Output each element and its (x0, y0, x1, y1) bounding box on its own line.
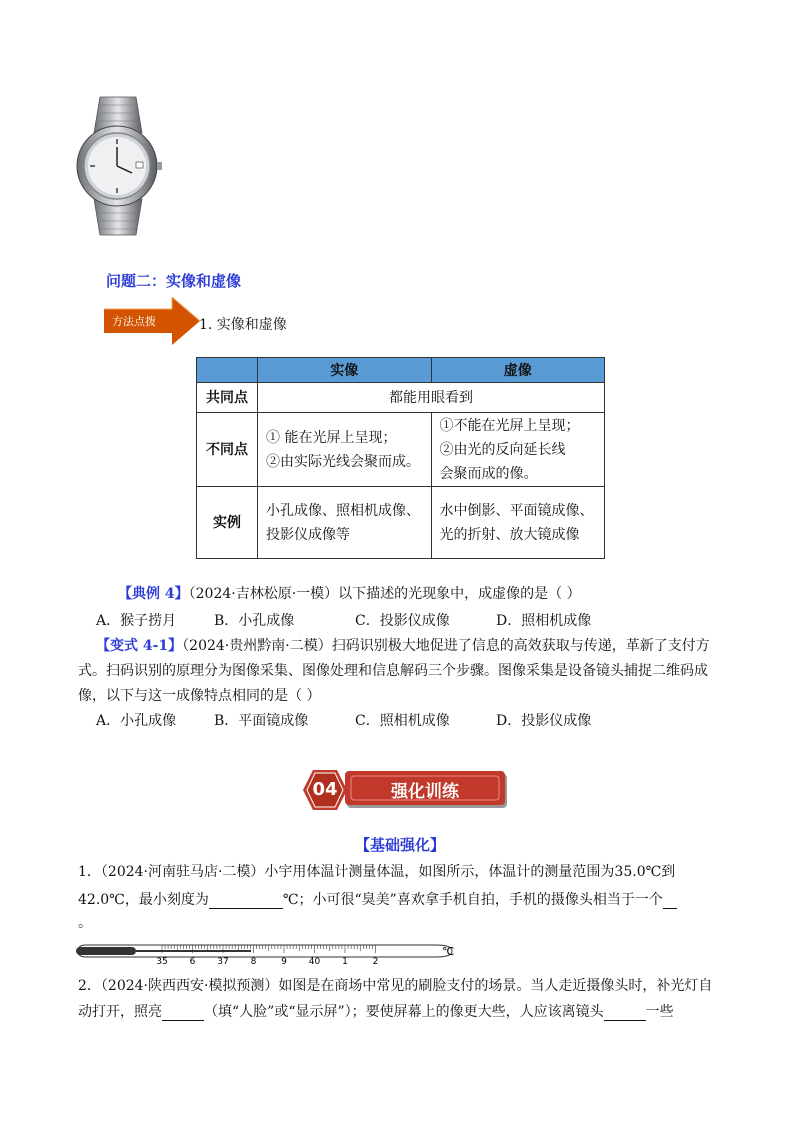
option-d: D．投影仪成像 (496, 713, 592, 729)
table-header-cell (197, 358, 258, 383)
table-cell (258, 413, 432, 487)
scale-label: 9 (281, 957, 287, 967)
option-a: A．小孔成像 (96, 713, 177, 729)
question-2-line1: 2．（2024·陕西西安·模拟预测）如图是在商场中常见的刷脸支付的场景。当人走近摄像头时，补光灯自 (78, 978, 713, 994)
question-1-text-b: ℃；小可很“臭美”喜欢拿手机自拍，手机的摄像头相当于一个 (282, 892, 663, 908)
cell-line: ②由实际光线会聚而成。 (266, 453, 420, 470)
banner-title: 强化训练 (391, 782, 459, 802)
question-1-line2 (78, 889, 677, 909)
scale-label: 6 (189, 957, 196, 967)
question-2-text-b: （填“人脸”或“显示屏”）；要使屏幕上的像更大些，人应该离镜头 (204, 1004, 604, 1020)
question-2-text-a: 动打开，照亮 (78, 1004, 162, 1020)
cell-line: 小孔成像、照相机成像、 (266, 502, 420, 519)
scale-label: 1 (342, 957, 348, 967)
table-header-cell: 实像 (258, 358, 432, 383)
table-row (197, 413, 605, 487)
scale-label: 37 (217, 957, 229, 967)
question-2-text-c: 一些 (645, 1004, 674, 1020)
question-2-line2 (78, 1001, 674, 1021)
table-cell: 都能用眼看到 (258, 383, 605, 413)
table-row (197, 383, 605, 413)
example-4-stem (118, 583, 581, 603)
section-banner (285, 768, 510, 812)
cell-line: 光的折射、放大镜成像 (439, 526, 580, 543)
question-1-line1: 1．（2024·河南驻马店·二模）小宇用体温计测量体温，如图所示，体温计的测量范围为35.0℃到 (78, 864, 676, 880)
table-row (197, 487, 605, 559)
row-header: 不同点 (197, 413, 258, 487)
answer-blank[interactable] (162, 1006, 204, 1021)
cell-line: ①不能在光屏上呈现； (439, 417, 580, 434)
section-title: 问题二：实像和虚像 (106, 272, 242, 290)
subsection-heading: 【基础强化】 (354, 836, 445, 854)
variant-4-1-line1 (96, 635, 710, 655)
option-b: B．小孔成像 (214, 613, 295, 629)
table-cell (258, 487, 432, 559)
question-1-line3: 。 (78, 915, 92, 931)
cell-line: 投影仪成像等 (266, 526, 350, 543)
scale-label: 8 (250, 957, 257, 967)
example-4-tag: 【典例 4】 (118, 586, 189, 602)
option-d: D．照相机成像 (496, 613, 592, 629)
question-1-text-a: 42.0℃，最小刻度为 (78, 892, 209, 908)
cell-line: 水中倒影、平面镜成像、 (439, 502, 594, 519)
example-4-text: （2024·吉林松原·一模）以下描述的光现象中，成虚像的是（ ） (188, 586, 581, 602)
thermometer-unit: ℃ (442, 945, 455, 958)
answer-blank[interactable] (663, 894, 677, 909)
comparison-table (196, 357, 605, 559)
cell-line: 会聚而成的像。 (439, 465, 538, 482)
table-header-cell: 虚像 (431, 358, 605, 383)
variant-4-1-text: （2024·贵州黔南·二模）扫码识别极大地促进了信息的高效获取与传递，革新了支付方 (182, 638, 710, 654)
table-header-row (197, 358, 605, 383)
scale-label: 2 (372, 957, 379, 967)
table-cell (431, 413, 605, 487)
table-cell (431, 487, 605, 559)
method-badge-label: 方法点拨 (112, 315, 156, 328)
answer-blank[interactable] (209, 894, 283, 909)
row-header: 共同点 (197, 383, 258, 413)
banner-number: 04 (312, 779, 338, 800)
option-c: C．照相机成像 (355, 713, 450, 729)
option-c: C．投影仪成像 (355, 613, 450, 629)
option-b: B．平面镜成像 (214, 713, 309, 729)
thermometer-figure (76, 935, 461, 967)
row-header: 实例 (197, 487, 258, 559)
scale-label: 40 (308, 957, 321, 967)
cell-line: ②由光的反向延长线 (439, 441, 566, 458)
answer-blank[interactable] (604, 1006, 646, 1021)
variant-4-1-tag: 【变式 4-1】 (96, 638, 183, 654)
variant-4-1-line2: 式。扫码识别的原理分为图像采集、图像处理和信息解码三个步骤。图像采集是设备镜头捕捉二维码成 (78, 663, 708, 679)
variant-4-1-line3: 像，以下与这一成像特点相同的是（ ） (78, 688, 321, 704)
cell-line: ① 能在光屏上呈现； (266, 429, 397, 446)
scale-label: 35 (156, 957, 168, 967)
wristwatch-image (72, 95, 164, 237)
method-label: 1. 实像和虚像 (199, 317, 287, 333)
option-a: A．猴子捞月 (96, 613, 177, 629)
thermometer-labels (156, 957, 378, 967)
